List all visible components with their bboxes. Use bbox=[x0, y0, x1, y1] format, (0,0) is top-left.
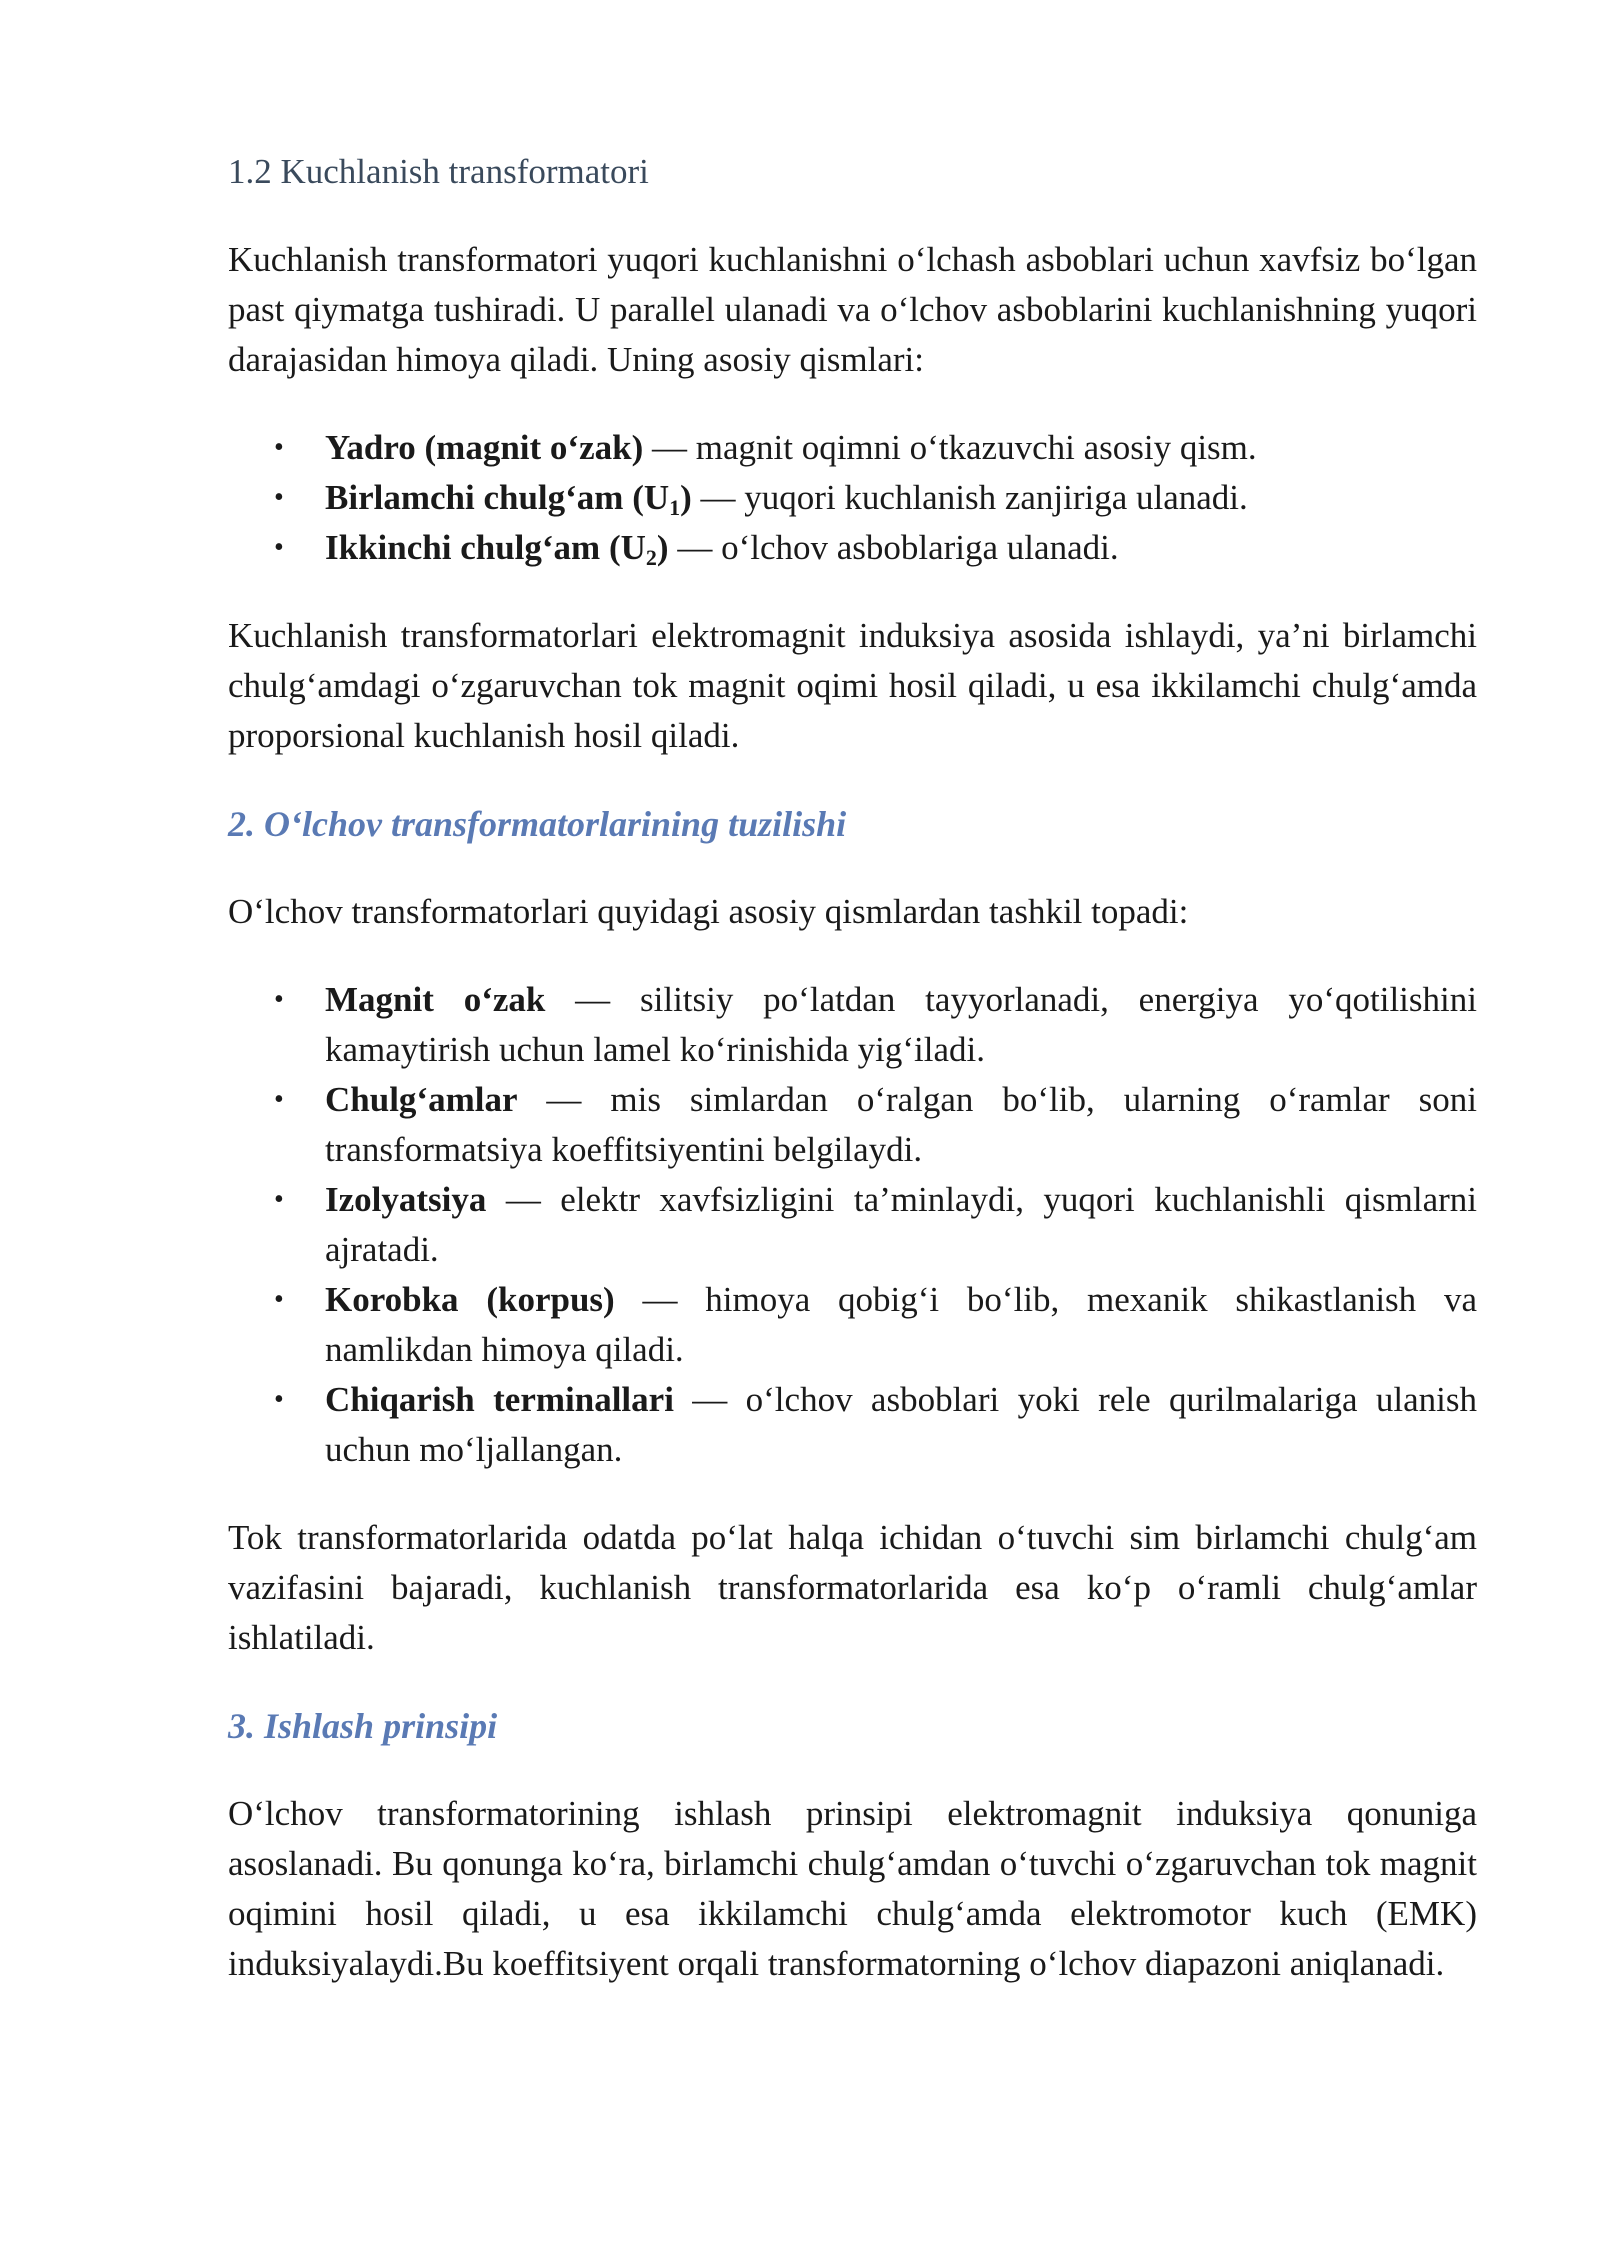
list-item bbox=[228, 523, 1477, 573]
list-item-desc: — o‘lchov asboblariga ulanadi. bbox=[668, 528, 1119, 567]
bullet-icon: • bbox=[274, 1084, 284, 1115]
term-text: Ikkinchi chulg‘am (U bbox=[325, 528, 646, 567]
bullet-icon: • bbox=[274, 432, 284, 463]
list-item-desc: — himoya qobig‘i bo‘lib, mexanik shikastlanish va namlikdan himoya qiladi. bbox=[325, 1280, 1477, 1369]
list-item-term bbox=[325, 528, 669, 570]
bullet-icon: • bbox=[274, 1184, 284, 1215]
bullet-icon: • bbox=[274, 984, 284, 1015]
bullet-icon: • bbox=[274, 532, 284, 563]
list-item bbox=[228, 975, 1477, 1075]
list-item bbox=[228, 1375, 1477, 1475]
list-item bbox=[228, 1075, 1477, 1175]
list-item bbox=[228, 423, 1477, 473]
list-item-desc: — o‘lchov asboblari yoki rele qurilmalariga ulanish uchun mo‘ljallangan. bbox=[325, 1380, 1477, 1469]
list-item-desc: — elektr xavfsizligini ta’minlaydi, yuqori kuchlanishli qismlarni ajratadi. bbox=[325, 1180, 1477, 1269]
bullet-icon: • bbox=[274, 1384, 284, 1415]
term-subscript: 2 bbox=[645, 545, 657, 570]
list-item-desc: — yuqori kuchlanish zanjiriga ulanadi. bbox=[691, 478, 1248, 517]
list-item-term: Magnit o‘zak bbox=[325, 980, 546, 1019]
term-text: Birlamchi chulg‘am (U bbox=[325, 478, 670, 517]
section-3-heading: 3. Ishlash prinsipi bbox=[228, 1706, 498, 1746]
list-item-term: Chiqarish terminallari bbox=[325, 1380, 674, 1419]
list-item-desc: — silitsiy po‘latdan tayyorlanadi, energiya yo‘qotilishini kamaytirish uchun lamel ko‘rinishida yig‘iladi. bbox=[325, 980, 1477, 1069]
list-item-term: Izolyatsiya bbox=[325, 1180, 487, 1219]
parts-list bbox=[228, 423, 1477, 573]
term-text-end: ) bbox=[656, 528, 669, 567]
list-item bbox=[228, 1275, 1477, 1375]
list-item-desc: — magnit oqimni o‘tkazuvchi asosiy qism. bbox=[643, 428, 1257, 467]
list-item-term bbox=[325, 478, 692, 520]
components-list bbox=[228, 975, 1477, 1475]
list-item bbox=[228, 473, 1477, 523]
subsection-title: 1.2 Kuchlanish transformatori bbox=[228, 152, 649, 191]
bullet-icon: • bbox=[274, 1284, 284, 1315]
section-3-body: O‘lchov transformatorining ishlash prinsipi elektromagnit induksiya qonuniga asoslanadi. Bu qonunga ko‘ra, birlamchi chulg‘amdan o‘tuvchi o‘zgaruvchan tok magnit oqimini hosil qiladi, u esa ikkilamchi chulg‘amda elektromotor kuch (EMK) induksiyalaydi.Bu koeffitsiyent orqali transformatorning o‘lchov diapazoni aniqlanadi. bbox=[228, 1794, 1477, 1983]
section-2-intro: O‘lchov transformatorlari quyidagi asosiy qismlardan tashkil topadi: bbox=[228, 892, 1189, 931]
section-2-heading: 2. O‘lchov transformatorlarining tuzilishi bbox=[228, 804, 847, 844]
intro-paragraph: Kuchlanish transformatori yuqori kuchlanishni o‘lchash asboblari uchun xavfsiz bo‘lgan past qiymatga tushiradi. U parallel ulanadi va o‘lchov asboblarini kuchlanishning yuqori darajasidan himoya qiladi. Uning asosiy qismlari: bbox=[228, 240, 1477, 379]
list-item bbox=[228, 1175, 1477, 1275]
list-item-desc: — mis simlardan o‘ralgan bo‘lib, ularning o‘ramlar soni transformatsiya koeffitsiyentini belgilaydi. bbox=[325, 1080, 1477, 1169]
section-2-closing: Tok transformatorlarida odatda po‘lat halqa ichidan o‘tuvchi sim birlamchi chulg‘am vazifasini bajaradi, kuchlanish transformatorlarida esa ko‘p o‘ramli chulg‘amlar ishlatiladi. bbox=[228, 1518, 1477, 1657]
induction-paragraph: Kuchlanish transformatorlari elektromagnit induksiya asosida ishlaydi, ya’ni birlamchi chulg‘amdagi o‘zgaruvchan tok magnit oqimi hosil qiladi, u esa ikkilamchi chulg‘amda proporsional kuchlanish hosil qiladi. bbox=[228, 616, 1477, 755]
list-item-term: Chulg‘amlar bbox=[325, 1080, 518, 1119]
list-item-term: Yadro (magnit o‘zak) bbox=[325, 428, 644, 467]
term-text-end: ) bbox=[680, 478, 692, 517]
term-subscript: 1 bbox=[669, 495, 681, 520]
bullet-icon: • bbox=[274, 482, 284, 513]
list-item-term: Korobka (korpus) bbox=[325, 1280, 615, 1319]
